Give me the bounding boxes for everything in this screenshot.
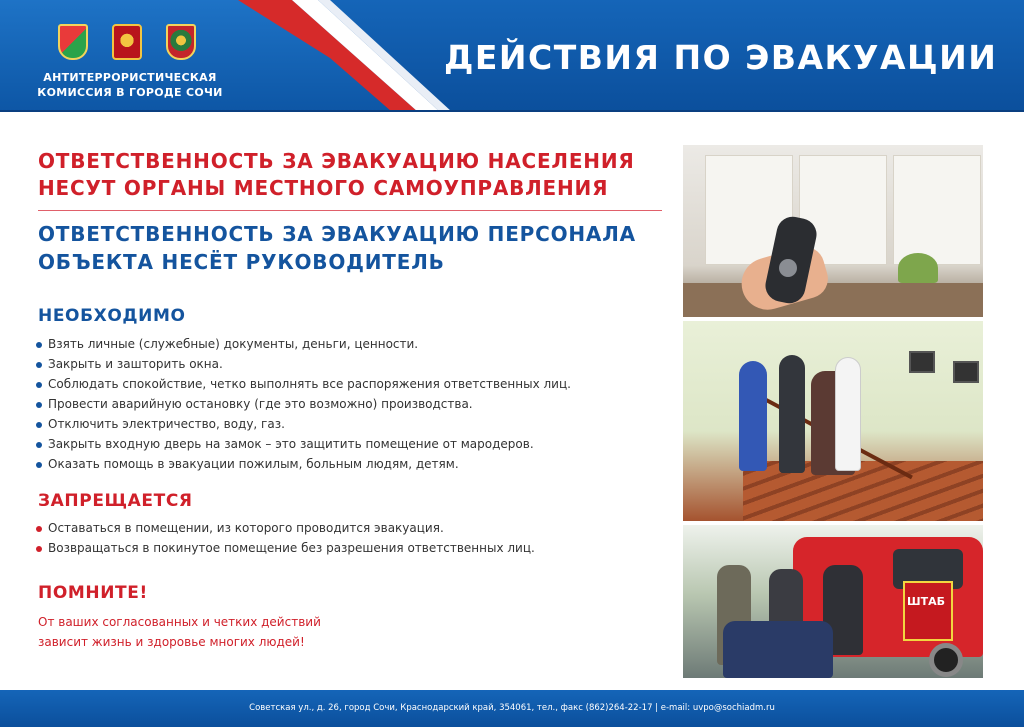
footer-contact-text: Советская ул., д. 26, город Сочи, Краснодарский край, 354061, тел., факс (862)264-22-17 | e-mail: uvpo@sochiadm.ru — [249, 703, 775, 713]
table — [683, 283, 983, 317]
remember-heading: ПОМНИТЕ! — [38, 583, 148, 603]
emblems — [58, 24, 196, 60]
photo-fire-rescue-drill — [683, 525, 983, 678]
list-item: Соблюдать спокойствие, четко выполнять все распоряжения ответственных лиц. — [36, 374, 571, 394]
wall-picture — [953, 361, 979, 383]
wall-picture — [909, 351, 935, 373]
org-name-line2: КОМИССИЯ В ГОРОДЕ СОЧИ — [37, 86, 223, 99]
forbidden-list — [36, 518, 535, 558]
population-responsibility-line1: ОТВЕТСТВЕННОСТЬ ЗА ЭВАКУАЦИЮ НАСЕЛЕНИЯ — [38, 149, 635, 173]
truck-wheel — [929, 643, 963, 677]
photo-remote-control-blinds — [683, 145, 983, 317]
truck-door — [903, 581, 953, 641]
photo-evacuation-stairs — [683, 321, 983, 521]
necessary-list — [36, 334, 571, 474]
firefighter — [723, 621, 833, 678]
remember-text-line2: зависит жизнь и здоровье многих людей! — [38, 635, 305, 649]
necessary-heading: НЕОБХОДИМО — [38, 306, 186, 326]
list-item: Оказать помощь в эвакуации пожилым, больным людям, детям. — [36, 454, 571, 474]
staff-responsibility — [38, 220, 668, 276]
russia-coat-of-arms-icon — [112, 24, 142, 60]
list-item: Оставаться в помещении, из которого проводится эвакуация. — [36, 518, 535, 538]
organization-name — [30, 70, 230, 100]
page-title: ДЕЙСТВИЯ ПО ЭВАКУАЦИИ — [444, 38, 998, 77]
staff-responsibility-line2: ОБЪЕКТА НЕСЁТ РУКОВОДИТЕЛЬ — [38, 250, 445, 274]
header-divider — [0, 110, 1024, 112]
footer — [0, 690, 1024, 727]
list-item: Взять личные (служебные) документы, деньги, ценности. — [36, 334, 571, 354]
sochi-coat-of-arms-icon — [58, 24, 88, 60]
population-responsibility-line2: НЕСУТ ОРГАНЫ МЕСТНОГО САМОУПРАВЛЕНИЯ — [38, 176, 609, 200]
org-name-line1: АНТИТЕРРОРИСТИЧЕСКАЯ — [43, 71, 217, 84]
remote-button — [779, 259, 797, 277]
forbidden-heading: ЗАПРЕЩАЕТСЯ — [38, 491, 193, 511]
list-item: Возвращаться в покинутое помещение без разрешения ответственных лиц. — [36, 538, 535, 558]
person — [739, 361, 767, 471]
population-responsibility — [38, 148, 668, 202]
person — [779, 355, 805, 473]
remember-text — [38, 612, 321, 652]
header-banner — [0, 0, 1024, 112]
plant — [898, 253, 938, 283]
list-item: Отключить электричество, воду, газ. — [36, 414, 571, 434]
truck-sign: ШТАБ — [907, 595, 945, 608]
remember-text-line1: От ваших согласованных и четких действий — [38, 615, 321, 629]
person — [835, 357, 861, 471]
staff-responsibility-line1: ОТВЕТСТВЕННОСТЬ ЗА ЭВАКУАЦИЮ ПЕРСОНАЛА — [38, 222, 636, 246]
list-item: Закрыть и зашторить окна. — [36, 354, 571, 374]
list-item: Провести аварийную остановку (где это возможно) производства. — [36, 394, 571, 414]
window-blind — [893, 155, 981, 265]
krasnodar-coat-of-arms-icon — [166, 24, 196, 60]
section-divider — [38, 210, 662, 211]
list-item: Закрыть входную дверь на замок – это защитить помещение от мародеров. — [36, 434, 571, 454]
